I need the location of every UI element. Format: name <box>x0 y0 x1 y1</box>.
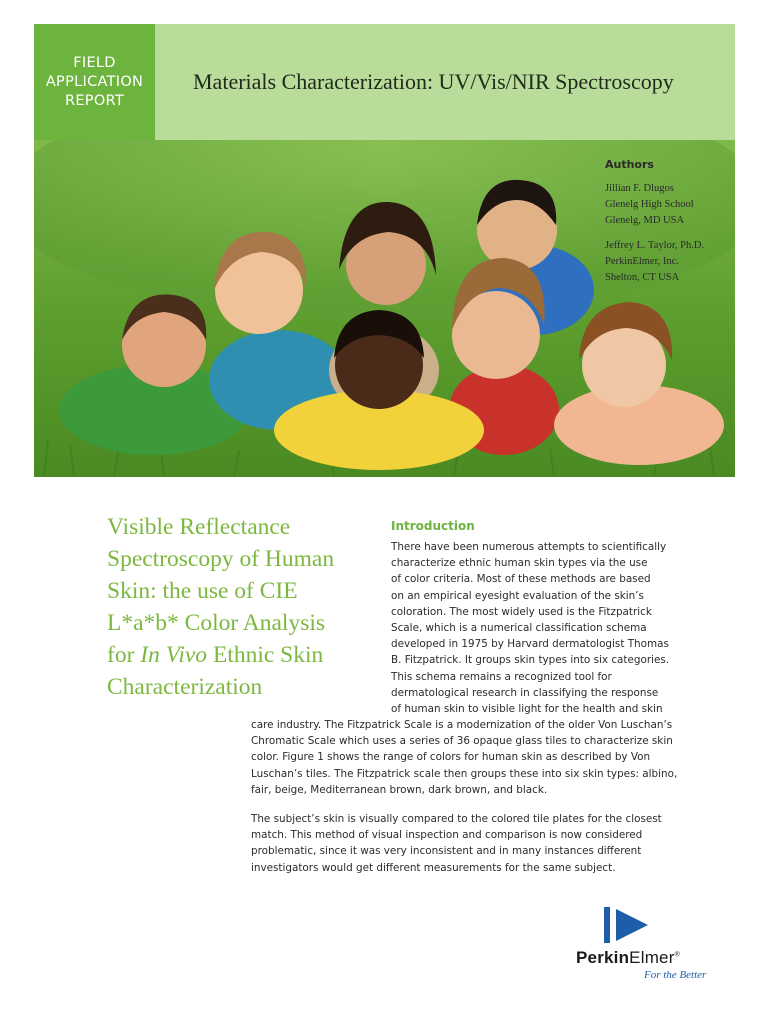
author-1 <box>605 181 735 229</box>
author-2-name: Jeffrey L. Taylor, Ph.D. <box>605 240 705 251</box>
text-line: on an empirical eyesight evaluation of the skin’s <box>391 589 644 602</box>
article-title-line: Spectroscopy of Human <box>107 546 335 572</box>
text-line: developed in 1975 by Harvard dermatologist Thomas <box>391 638 669 651</box>
text-line: of human skin to visible light for the health and skin <box>391 703 663 716</box>
article-title-line: Characterization <box>107 674 263 700</box>
logo-tagline: For the Better <box>644 969 707 981</box>
text-line: Luschan’s tiles. The Fitzpatrick scale then groups these into six skin types: albino, <box>251 767 678 780</box>
text-line: There have been numerous attempts to scientifically <box>391 541 667 553</box>
introduction-continued-text <box>251 717 681 798</box>
text-line: investigators would get different measurements for the same subject. <box>251 861 616 874</box>
text-line: characterize ethnic human skin types via the use <box>391 557 648 570</box>
report-type-line-3: REPORT <box>64 92 125 109</box>
perkinelmer-logo <box>576 905 716 985</box>
report-type-line-1: FIELD <box>73 54 116 71</box>
text-line: care industry. The Fitzpatrick Scale is a modernization of the older Von Luschan’s <box>251 719 673 731</box>
author-1-affiliation: Glenelg High School <box>605 199 694 210</box>
report-category-title: Materials Characterization: UV/Vis/NIR Spectroscopy <box>193 69 674 94</box>
children-photo <box>34 140 735 477</box>
header-band <box>155 24 735 140</box>
perkinelmer-p-mark-icon <box>602 905 652 945</box>
text-line: The subject’s skin is visually compared to the colored tile plates for the closest <box>251 813 662 825</box>
photo-illustration <box>34 140 735 477</box>
text-line: of color criteria. Most of these methods are based <box>391 573 651 586</box>
article-title-fragment: for <box>107 642 141 668</box>
article-title-line <box>107 639 377 671</box>
authors-block <box>605 158 735 295</box>
article-title-line: L*a*b* Color Analysis <box>107 610 326 636</box>
text-line: problematic, since it was very inconsistent and in many instances different <box>251 845 642 858</box>
author-2-location: Shelton, CT USA <box>605 272 680 283</box>
text-line: coloration. The most widely used is the Fitzpatrick <box>391 605 652 618</box>
article-title <box>107 511 377 703</box>
article-title-fragment: Ethnic Skin <box>207 642 324 668</box>
text-line: Scale, which is a numerical classification schema <box>391 622 647 635</box>
logo-wordmark-regular: Elmer <box>629 948 675 967</box>
author-2-affiliation: PerkinElmer, Inc. <box>605 256 679 267</box>
report-type-label <box>34 24 155 140</box>
text-line: B. Fitzpatrick. It groups skin types into six categories. <box>391 654 670 667</box>
introduction-paragraph-2 <box>251 811 681 876</box>
author-1-name: Jillian F. Dlugos <box>605 183 674 194</box>
introduction-column-text <box>391 539 670 717</box>
logo-wordmark-bold: Perkin <box>576 948 630 967</box>
author-1-location: Glenelg, MD USA <box>605 215 685 226</box>
text-line: dermatological research in classifying the response <box>391 686 659 699</box>
trademark-symbol: ® <box>674 951 680 959</box>
text-line: color. Figure 1 shows the range of colors for human skin as described by Von <box>251 751 651 764</box>
article-title-line: Skin: the use of CIE <box>107 578 298 604</box>
article-title-italic: In Vivo <box>140 642 208 668</box>
authors-heading: Authors <box>605 158 654 171</box>
text-line: match. This method of visual inspection and comparison is now considered <box>251 829 643 842</box>
text-line: Chromatic Scale which uses a series of 36 opaque glass tiles to characterize skin <box>251 735 673 748</box>
report-type-line-2: APPLICATION <box>45 73 144 90</box>
introduction-heading: Introduction <box>391 519 475 533</box>
text-line: fair, beige, Mediterranean brown, dark brown, and black. <box>251 783 548 796</box>
article-title-line: Visible Reflectance <box>107 514 291 540</box>
author-2 <box>605 238 735 286</box>
logo-wordmark <box>576 948 680 968</box>
text-line: This schema remains a recognized tool for <box>391 670 612 683</box>
